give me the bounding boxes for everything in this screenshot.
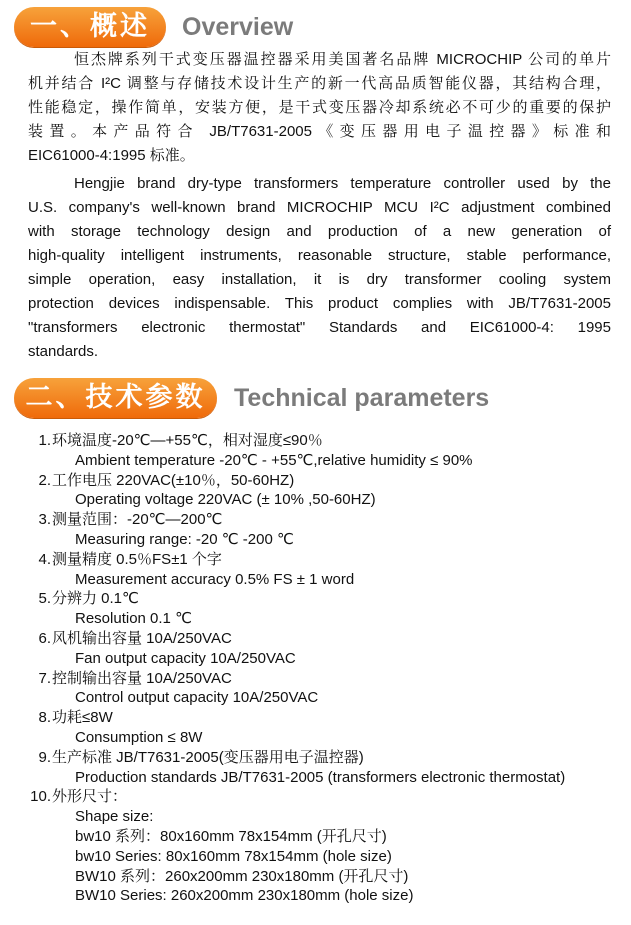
param-9-en: Production standards JB/T7631-2005 (transformers electronic thermostat) <box>75 768 566 786</box>
param-number: 7. <box>38 669 51 687</box>
param-3 <box>38 510 627 530</box>
param-3-en: Measuring range: -20 ℃ -200 ℃ <box>75 530 294 548</box>
param-9 <box>38 748 627 768</box>
param-2-en: Operating voltage 220VAC (± 10% ,50-60HZ) <box>75 491 376 509</box>
param-zh: 外形尺寸： <box>52 788 128 806</box>
overview-zh-line: 机并结合 I²C 调整与存储技术设计生产的新一代高品质智能仪器，其结构合理， <box>28 75 611 92</box>
overview-zh-paragraph <box>28 48 611 168</box>
param-zh: 工作电压 220VAC(±10％，50-60HZ) <box>52 471 295 489</box>
param-10-en: Shape size: <box>75 808 154 826</box>
param-number: 10. <box>30 788 51 806</box>
param-10-en: BW10 Series: 260x200mm 230x180mm (hole size) <box>75 887 414 905</box>
overview-zh-line: 装置。本产品符合 JB/T7631-2005《变压器用电子温控器》标准和 <box>28 123 611 140</box>
overview-title-en: Overview <box>182 13 294 41</box>
param-10-en: bw10 Series: 80x160mm 78x154mm (hole size) <box>75 847 392 865</box>
param-8 <box>38 708 627 728</box>
overview-header <box>14 7 614 49</box>
param-6-en: Fan output capacity 10A/250VAC <box>75 649 296 667</box>
param-number: 8. <box>38 709 51 727</box>
technical-title-en: Technical parameters <box>234 384 490 412</box>
overview-zh-line: 性能稳定，操作简单，安装方便，是干式变压器冷却系统必不可少的重要的保护 <box>28 99 611 116</box>
param-zh: 控制输出容量 10A/250VAC <box>52 669 232 687</box>
param-10-en: bw10 系列：80x160mm 78x154mm (开孔尺寸) <box>75 827 387 845</box>
overview-title-zh: 一、概述 <box>14 7 166 47</box>
overview-en-line: standards. <box>28 343 99 360</box>
param-zh: 测量范围：-20℃—200℃ <box>52 511 223 529</box>
param-number: 2. <box>38 471 51 489</box>
param-10-en: BW10 系列：260x200mm 230x180mm (开孔尺寸) <box>75 867 409 885</box>
param-number: 6. <box>38 629 51 647</box>
param-2 <box>38 471 627 491</box>
param-number: 4. <box>38 550 51 568</box>
overview-en-line: protection devices indispensable. This product complies with JB/T7631-2005 <box>28 295 611 312</box>
overview-en-line: "transformers electronic thermostat" Standards and EIC61000-4: 1995 <box>28 319 611 336</box>
param-7 <box>38 669 627 689</box>
param-6 <box>38 629 627 649</box>
param-7-en: Control output capacity 10A/250VAC <box>75 689 319 707</box>
param-5-en: Resolution 0.1 ℃ <box>75 610 192 628</box>
overview-en-line: high-quality intelligent instruments, reasonable structure, stable performance, <box>28 247 611 264</box>
param-zh: 功耗≤8W <box>52 709 113 727</box>
overview-zh-line: 恒杰牌系列干式变压器温控器采用美国著名品牌 MICROCHIP 公司的单片 <box>74 51 611 68</box>
param-5 <box>38 589 627 609</box>
param-number: 3. <box>38 511 51 529</box>
param-zh: 环境温度-20℃—+55℃，相对湿度≤90％ <box>52 432 323 449</box>
parameters-list <box>30 431 627 906</box>
param-8-en: Consumption ≤ 8W <box>75 728 203 746</box>
param-number: 9. <box>38 748 51 766</box>
param-zh: 风机输出容量 10A/250VAC <box>52 629 232 647</box>
overview-en-paragraph <box>28 172 611 364</box>
technical-header <box>14 378 614 420</box>
param-4-en: Measurement accuracy 0.5% FS ± 1 word <box>75 570 355 588</box>
param-1-en: Ambient temperature -20℃ - +55℃,relative humidity ≤ 90% <box>75 451 473 469</box>
technical-title-zh: 二、技术参数 <box>14 378 217 418</box>
param-10 <box>30 787 627 807</box>
param-zh: 生产标准 JB/T7631-2005(变压器用电子温控器) <box>52 748 364 766</box>
overview-en-line: simple operation, easy installation, it is dry transformer cooling system <box>28 271 611 288</box>
param-number: 5. <box>38 590 51 608</box>
overview-en-line: U.S. company's well-known brand MICROCHIP MCU I²C adjustment combined <box>28 199 611 216</box>
param-number: 1. <box>38 432 51 449</box>
param-zh: 测量精度 0.5％FS±1 个字 <box>52 550 222 568</box>
overview-en-line: with storage technology design and production of a new generation of <box>28 223 611 240</box>
overview-zh-line: EIC61000-4:1995 标准。 <box>28 147 195 164</box>
param-1 <box>38 431 627 451</box>
param-4 <box>38 550 627 570</box>
overview-en-line: Hengjie brand dry-type transformers temperature controller used by the <box>74 175 611 192</box>
param-zh: 分辨力 0.1℃ <box>52 590 139 608</box>
